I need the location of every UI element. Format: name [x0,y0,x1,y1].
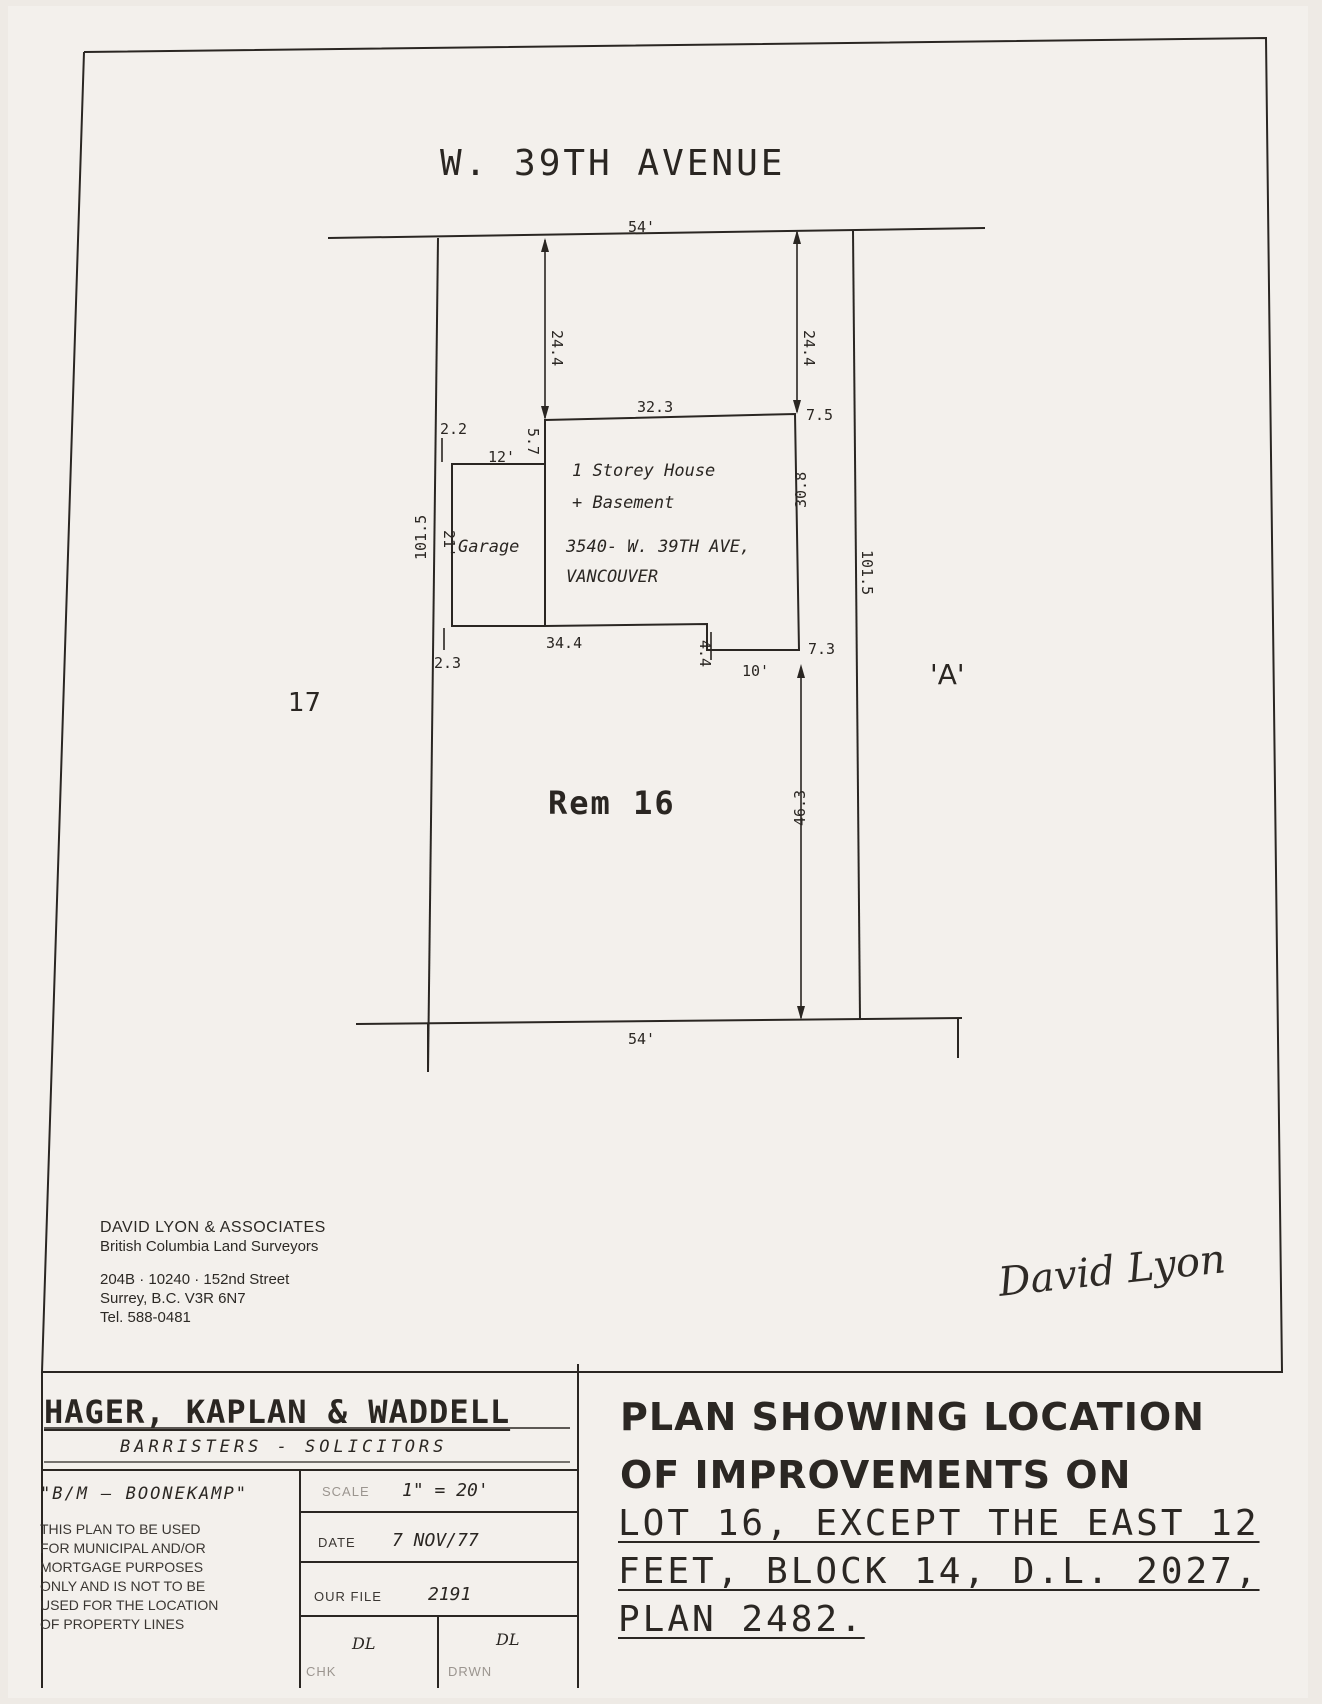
legal-description-line3: PLAN 2482. [618,1599,865,1640]
dim-jog-depth: 4.4 [696,640,714,668]
street-name: W. 39TH AVENUE [440,143,786,184]
surveyor-phone: Tel. 588-0481 [100,1309,191,1326]
dim-depth-right: 101.5 [858,550,876,596]
dim-left-side-top: 2.2 [440,420,468,438]
dim-frontage-top: 54' [628,218,656,236]
dim-right-side-top: 7.5 [806,406,834,424]
date-value: 7 NOV/77 [392,1530,479,1551]
checked-label: CHK [306,1664,337,1679]
dim-rear-setback: 46.3 [791,789,809,826]
dim-garage-offset: 5.7 [524,428,542,456]
law-firm-subtitle: BARRISTERS - SOLICITORS [120,1437,448,1457]
plan-title-line1: PLAN SHOWING LOCATION [620,1395,1205,1439]
client-reference: "B/M – BOONEKAMP" [40,1484,248,1504]
surveyor-title: British Columbia Land Surveyors [100,1238,319,1255]
disclaimer-line: OF PROPERTY LINES [40,1616,185,1632]
checked-initials: DL [352,1634,376,1653]
usage-disclaimer [40,1520,218,1634]
dim-left-side-bottom: 2.3 [434,654,462,672]
plan-title-printed [620,1388,1205,1504]
adjacent-lot-left: 17 [288,688,322,718]
disclaimer-line: ONLY AND IS NOT TO BE [40,1578,206,1594]
dim-jog-width: 10' [742,662,770,680]
adjacent-lot-right: 'A' [930,658,965,691]
dim-house-rear-width: 34.4 [546,634,583,652]
dim-garage-width: 12' [488,448,516,466]
surveyor-name: DAVID LYON & ASSOCIATES [100,1219,326,1236]
drawn-label: DRWN [448,1664,493,1679]
house-address-line2: VANCOUVER [566,567,659,587]
disclaimer-line: FOR MUNICIPAL AND/OR [40,1540,206,1556]
file-label: OUR FILE [314,1589,382,1604]
plan-title-line2: OF IMPROVEMENTS ON [620,1453,1132,1497]
disclaimer-line: USED FOR THE LOCATION [40,1597,219,1613]
dim-garage-depth: 21' [440,530,458,558]
surveyor-address-line2: Surrey, B.C. V3R 6N7 [100,1290,246,1307]
scale-value: 1" = 20' [402,1480,489,1501]
scale-label: SCALE [322,1484,370,1499]
dim-house-front-width: 32.3 [637,398,674,416]
law-firm-name: HAGER, KAPLAN & WADDELL [44,1393,511,1431]
date-label: DATE [318,1535,356,1550]
surveyor-address-line1: 204B · 10240 · 152nd Street [100,1271,290,1288]
dim-front-setback-right: 24.4 [800,330,818,367]
plan-title-handwritten [618,1500,1260,1644]
subject-lot-label: Rem 16 [548,784,676,822]
legal-description-line2: FEET, BLOCK 14, D.L. 2027, [618,1551,1260,1592]
house-address-line1: 3540- W. 39TH AVE, [566,537,751,557]
house-description-line2: + Basement [572,493,675,513]
disclaimer-line: MORTGAGE PURPOSES [40,1559,204,1575]
drawn-initials: DL [496,1630,520,1649]
dim-right-side-bottom: 7.3 [808,640,836,658]
dim-house-depth: 30.8 [792,471,810,508]
disclaimer-line: THIS PLAN TO BE USED [40,1521,201,1537]
dim-depth-left: 101.5 [412,514,430,560]
legal-description-line1: LOT 16, EXCEPT THE EAST 12 [618,1503,1260,1544]
dim-frontage-bottom: 54' [628,1030,656,1048]
file-value: 2191 [428,1584,472,1605]
house-description-line1: 1 Storey House [572,461,716,481]
dim-front-setback-left: 24.4 [548,330,566,367]
surveyor-signature: David Lyon [996,1236,1228,1306]
garage-label: Garage [458,537,520,557]
